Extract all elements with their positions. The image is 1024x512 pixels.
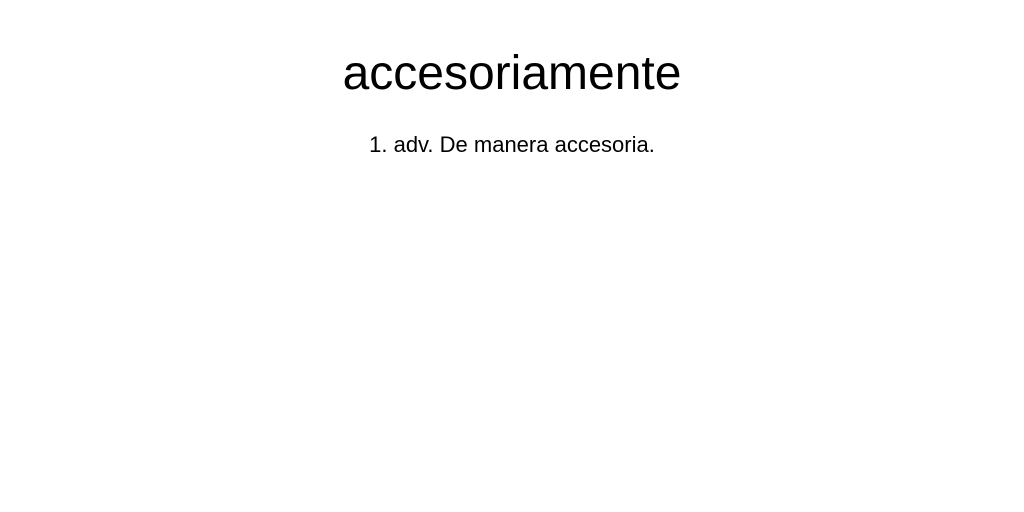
definition-list [0, 130, 1024, 160]
definition-item: 1. adv. De manera accesoria. [369, 132, 655, 157]
entry-headword: accesoriamente [342, 47, 682, 100]
